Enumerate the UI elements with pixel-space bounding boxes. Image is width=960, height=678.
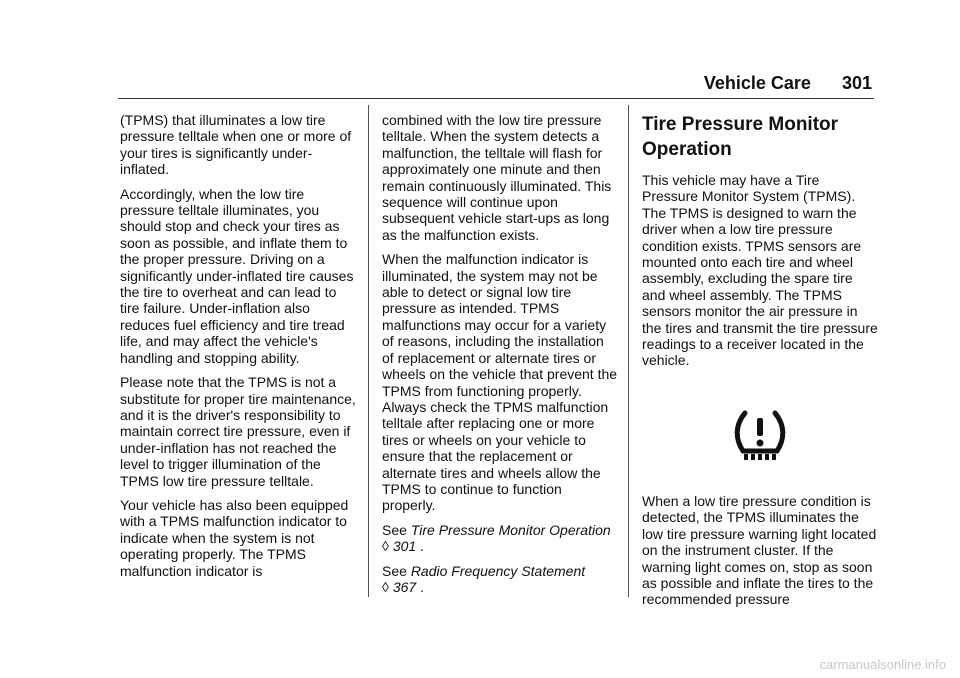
section-heading: Tire Pressure Monitor Operation	[642, 114, 839, 160]
section-title: Vehicle Care	[703, 73, 811, 93]
watermark: carmanualsonline.info	[819, 657, 946, 672]
page-number: 301	[841, 73, 872, 93]
cross-reference-link[interactable]: Radio Frequency Statement	[410, 562, 586, 579]
column-divider	[368, 105, 369, 597]
paragraph: Accordingly, when the low tire pressure telltale illuminates, you should stop and check your tires as soon as possible, and inflate them to the proper pressure. Driving on a significantly under-inflated tire causes the tire to overheat and can lead to tire failure. Under-inflation also reduces fuel efficiency and tire tread life, and may affect the vehicle's handling and stopping ability.	[120, 185, 354, 366]
column-2	[382, 112, 618, 603]
ref-symbol: ◊	[382, 538, 389, 555]
paragraph: When the malfunction indicator is illuminated, the system may not be able to detect or signal low tire pressure as intended. TPMS malfunctions may occur for a variety of reasons, including the installation of replacement or alternate tires or wheels on the vehicle that prevent the TPMS from functioning properly. Always check the TPMS malfunction telltale after replacing one or more tires or wheels on your vehicle to ensure that the replacement or alternate tires and wheels allow the TPMS to continue to function properly.	[382, 251, 618, 514]
paragraph: When a low tire pressure condition is detected, the TPMS illuminates the low tire pressure warning light located on the instrument cluster. If the warning light comes on, stop as soon as possible and inflate the tires to the recommended pressure	[642, 492, 877, 608]
see-reference: See Radio Frequency Statement ◊ 367 .	[382, 562, 586, 595]
paragraph: This vehicle may have a Tire Pressure Monitor System (TPMS). The TPMS is designed to warn the driver when a low tire pressure condition exists. TPMS sensors are mounted onto each tire and wheel assembly, excluding the spare tire and wheel assembly. The TPMS sensors monitor the air pressure in the tires and transmit the tire pressure readings to a receiver located in the vehicle.	[642, 172, 878, 369]
column-divider	[628, 105, 629, 597]
page-header	[704, 73, 872, 94]
tire-pressure-warning-icon	[732, 409, 788, 463]
column-1	[120, 112, 356, 587]
page-ref[interactable]: 367	[392, 578, 417, 595]
see-reference: See Tire Pressure Monitor Operation ◊ 301 .	[382, 521, 611, 555]
cross-reference-link[interactable]: Tire Pressure Monitor Operation	[410, 521, 611, 538]
column-3	[642, 112, 878, 616]
paragraph: combined with the low tire pressure telltale. When the system detects a malfunction, the telltale will flash for approximately one minute and then remain continuously illuminated. This sequence will continue upon subsequent vehicle start-ups as long as the malfunction exists.	[382, 112, 612, 243]
page-ref[interactable]: 301	[392, 538, 417, 555]
paragraph: (TPMS) that illuminates a low tire pressure telltale when one or more of your tires is significantly under-inflated.	[120, 112, 352, 178]
paragraph: Your vehicle has also been equipped with a TPMS malfunction indicator to indicate when the system is not operating properly. The TPMS malfunction indicator is	[120, 496, 349, 579]
header-rule	[118, 98, 874, 99]
ref-symbol: ◊	[382, 578, 389, 595]
paragraph: Please note that the TPMS is not a substitute for proper tire maintenance, and it is the driver's responsibility to maintain correct tire pressure, even if under-inflation has not reached the level to trigger illumination of the TPMS low tire pressure telltale.	[120, 374, 356, 489]
